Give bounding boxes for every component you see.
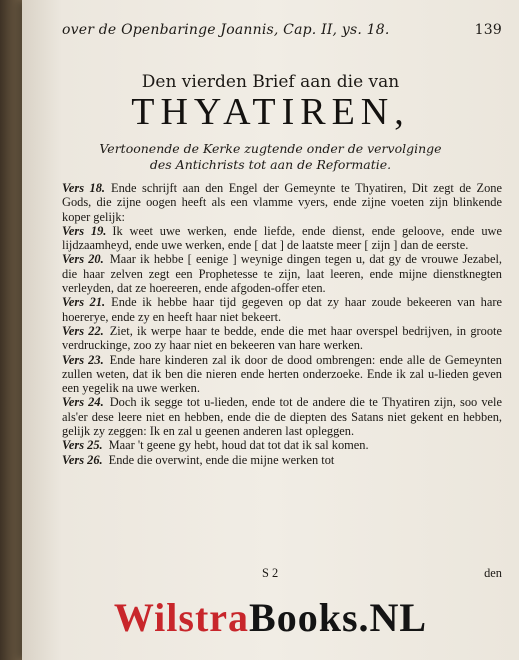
verse-23 bbox=[62, 353, 502, 396]
watermark-part-2: Books.NL bbox=[249, 595, 428, 640]
watermark-part-1: Wilstra bbox=[113, 595, 250, 640]
verse-20 bbox=[62, 252, 502, 295]
verse-text: Ende hare kinderen zal ik door de dood ombrengen: ende alle de Gemeynten zullen weten, dat ik ben die nieren ende herten onderzoeke. Ende ik zal u-lieden geven een yegelik na uwe werken. bbox=[62, 352, 502, 396]
verse-21 bbox=[62, 295, 502, 324]
heading-title: THYATIREN, bbox=[131, 91, 410, 133]
verse-label: Vers 19. bbox=[62, 223, 107, 238]
heading-subtitle bbox=[22, 141, 519, 173]
verse-list bbox=[62, 181, 502, 467]
verse-text: Ende ik hebbe haar tijd gegeven op dat zy haar zoude bekeeren van hare hoererye, ende zy en heeft haar niet bekeert. bbox=[62, 295, 502, 324]
watermark-logo bbox=[22, 594, 519, 641]
verse-22 bbox=[62, 324, 502, 353]
verse-label: Vers 22. bbox=[62, 323, 104, 338]
running-head bbox=[62, 22, 502, 38]
verse-label: Vers 23. bbox=[62, 352, 104, 367]
verse-25 bbox=[62, 438, 502, 452]
verse-label: Vers 18. bbox=[62, 181, 106, 195]
verse-18 bbox=[62, 181, 502, 224]
verse-label: Vers 20. bbox=[62, 252, 104, 267]
verse-label: Vers 26. bbox=[62, 452, 103, 467]
verse-19 bbox=[62, 224, 502, 253]
page-number: 139 bbox=[474, 22, 502, 38]
verse-text: Doch ik segge tot u-lieden, ende tot de andere die te Thyatiren zijn, soo vele als'er dese leere niet en hebben, ende die de diepten des Satans niet gekent en hebben, gelijk zy zeggen: Ik en zal u geenen anderen last opleggen. bbox=[62, 395, 503, 439]
book-page bbox=[22, 0, 519, 660]
verse-text: Ziet, ik werpe haar te bedde, ende die met haar overspel bedrijven, in groote verdruckinge, zoo zy haar niet en bekeeren van hare werken. bbox=[62, 323, 502, 353]
verse-label: Vers 24. bbox=[62, 395, 104, 410]
verse-text: Ik weet uwe werken, ende liefde, ende dienst, ende geloove, ende uwe lijdzaamheyd, ende uwe werken, ende [ dat ] de laatste meer [ zijn ] dan de eerste. bbox=[62, 223, 502, 253]
verse-text: Maar 't geene gy hebt, houd dat tot dat ik sal komen. bbox=[108, 438, 369, 453]
catchword: den bbox=[484, 566, 502, 580]
running-head-text: over de Openbaringe Joannis, Cap. II, ys. 18. bbox=[62, 22, 390, 38]
signature-mark: S 2 bbox=[262, 566, 279, 580]
verse-label: Vers 25. bbox=[62, 438, 103, 453]
verse-label: Vers 21. bbox=[62, 295, 106, 310]
heading-line-1: Den vierden Brief aan die van bbox=[141, 72, 400, 92]
verse-text: Ende die overwint, ende die mijne werken tot bbox=[108, 452, 335, 467]
verse-24 bbox=[62, 395, 502, 438]
verse-text: Maar ik hebbe [ eenige ] weynige dingen tegen u, dat gy de vrouwe Jezabel, die haar zelven zegt een Prophetesse te zijn, laat leeren, ende mijne dienstknegten verleyden, dat ze hoereeren, ende afgoden-offer eten. bbox=[62, 252, 502, 296]
heading-subtitle-line-2: des Antichrists tot aan de Reformatie. bbox=[149, 157, 392, 172]
heading-subtitle-line-1: Vertoonende de Kerke zugtende onder de vervolginge bbox=[99, 141, 442, 156]
verse-26 bbox=[62, 453, 502, 467]
verse-text: Ende schrijft aan den Engel der Gemeynte te Thyatiren, Dit zegt de Zone Gods, die zijne oogen heeft als een vlamme vyers, ende zijne voeten zijn blinkende koper gelijk: bbox=[62, 181, 502, 224]
